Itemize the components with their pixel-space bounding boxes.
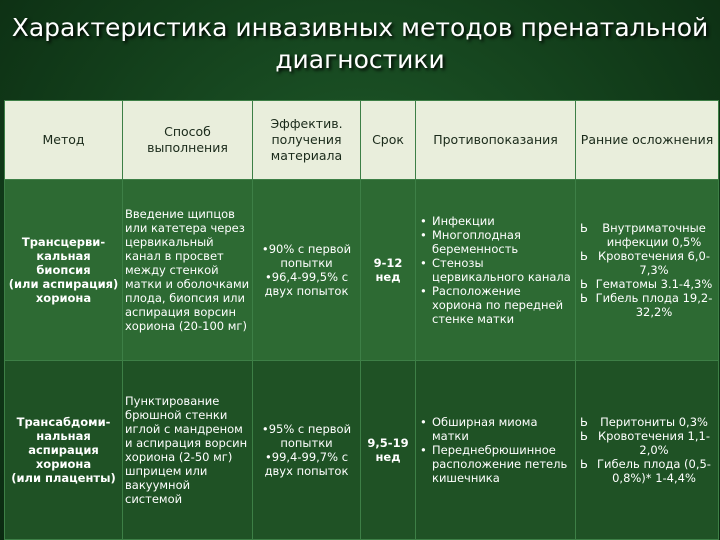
method-line: аспирация (28, 443, 99, 457)
list-item (580, 249, 716, 277)
list-item-text: Переднебрюшинное расположение петель кишечника (432, 443, 568, 485)
bullet-icon: Ь (580, 415, 588, 429)
list-item-text: Обширная миома матки (432, 415, 538, 443)
efficiency-line: •96,4-99,5% с (264, 270, 349, 284)
efficiency-line: попытки (280, 436, 333, 450)
method-cell (5, 180, 123, 361)
header-complications: Ранние осложнения (576, 101, 719, 180)
method-line: хориона (35, 457, 92, 471)
bullet-icon: Ь (580, 429, 588, 443)
contraindications-cell (416, 180, 576, 361)
list-item-text: Гематомы 3.1-4,3% (595, 277, 713, 291)
header-row (5, 101, 719, 180)
contraindications-list (418, 214, 573, 326)
efficiency-line: •99,4-99,7% с (264, 450, 349, 464)
bullet-icon: • (420, 228, 427, 242)
method-line: хориона (35, 291, 92, 305)
term-cell (361, 361, 416, 540)
method-line: биопсия (36, 263, 91, 277)
list-item (580, 457, 716, 485)
table-row (5, 180, 719, 361)
methods-table (4, 100, 719, 540)
title-line-2: диагностики (275, 45, 445, 74)
bullet-icon: • (420, 284, 427, 298)
list-item-text: Инфекции (432, 214, 495, 228)
term-line: нед (375, 270, 401, 284)
header-method: Метод (5, 101, 123, 180)
list-item-text: Стенозы цервикального канала (432, 256, 571, 284)
bullet-icon: • (420, 256, 427, 270)
list-item (580, 429, 716, 457)
method-line: Трансцерви- (21, 235, 106, 249)
list-item-text: Многоплодная беременность (432, 228, 521, 256)
efficiency-line: попытки (280, 256, 333, 270)
list-item-text: Кровотечения 1,1-2,0% (598, 429, 710, 457)
efficiency-cell (253, 180, 361, 361)
method-line: (или плаценты) (11, 471, 116, 485)
list-item-text: Перитониты 0,3% (600, 415, 708, 429)
bullet-icon: Ь (580, 249, 588, 263)
efficiency-line: двух попыток (264, 284, 349, 298)
header-way: Способ выполнения (123, 101, 253, 180)
list-item (420, 228, 573, 256)
contraindications-list (418, 415, 573, 485)
complications-cell (576, 180, 719, 361)
contraindications-cell (416, 361, 576, 540)
efficiency-line: •95% с первой (261, 422, 352, 436)
list-item (420, 256, 573, 284)
bullet-icon: Ь (580, 221, 588, 235)
method-line: (или аспирация) (8, 277, 119, 291)
bullet-icon: Ь (580, 291, 588, 305)
efficiency-cell (253, 361, 361, 540)
complications-cell (576, 361, 719, 540)
table-row (5, 361, 719, 540)
header-efficiency: Эффектив. получения материала (253, 101, 361, 180)
term-cell (361, 180, 416, 361)
efficiency-line: •90% с первой (261, 242, 352, 256)
header-term: Срок (361, 101, 416, 180)
term-line: 9-12 (373, 256, 403, 270)
method-line: нальная (36, 429, 91, 443)
way-cell: Пунктирование брюшной стенки иглой с мандреном и аспирация ворсин хориона (2-50 мг) шприцем или вакуумной системой (123, 361, 253, 540)
list-item (420, 443, 573, 485)
list-item (420, 214, 573, 228)
list-item (580, 415, 716, 429)
method-line: Трансабдоми- (16, 415, 111, 429)
title-line-1: Характеристика инвазивных методов пренатальной (11, 13, 709, 42)
list-item-text: Кровотечения 6,0-7,3% (598, 249, 710, 277)
term-line: 9,5-19 (367, 436, 409, 450)
way-cell: Введение щипцов или катетера через цервикальный канал в просвет между стенкой матки и оболочками плода, биопсия или аспирация ворсин хориона (20-100 мг) (123, 180, 253, 361)
slide-title (0, 12, 720, 76)
list-item-text: Внутриматочные инфекции 0,5% (602, 221, 706, 249)
method-cell (5, 361, 123, 540)
list-item (420, 284, 573, 326)
list-item (420, 415, 573, 443)
method-line: кальная (36, 249, 91, 263)
complications-list (578, 415, 716, 485)
list-item-text: Гибель плода 19,2-32,2% (595, 291, 713, 319)
bullet-icon: Ь (580, 457, 588, 471)
list-item (580, 277, 716, 291)
list-item (580, 291, 716, 319)
efficiency-line: двух попыток (264, 464, 349, 478)
list-item (580, 221, 716, 249)
list-item-text: Расположение хориона по передней стенке матки (432, 284, 564, 326)
header-contraindications: Противопоказания (416, 101, 576, 180)
bullet-icon: Ь (580, 277, 588, 291)
term-line: нед (375, 450, 401, 464)
bullet-icon: • (420, 443, 427, 457)
bullet-icon: • (420, 415, 427, 429)
list-item-text: Гибель плода (0,5-0,8%)* 1-4,4% (597, 457, 711, 485)
bullet-icon: • (420, 214, 427, 228)
complications-list (578, 221, 716, 319)
